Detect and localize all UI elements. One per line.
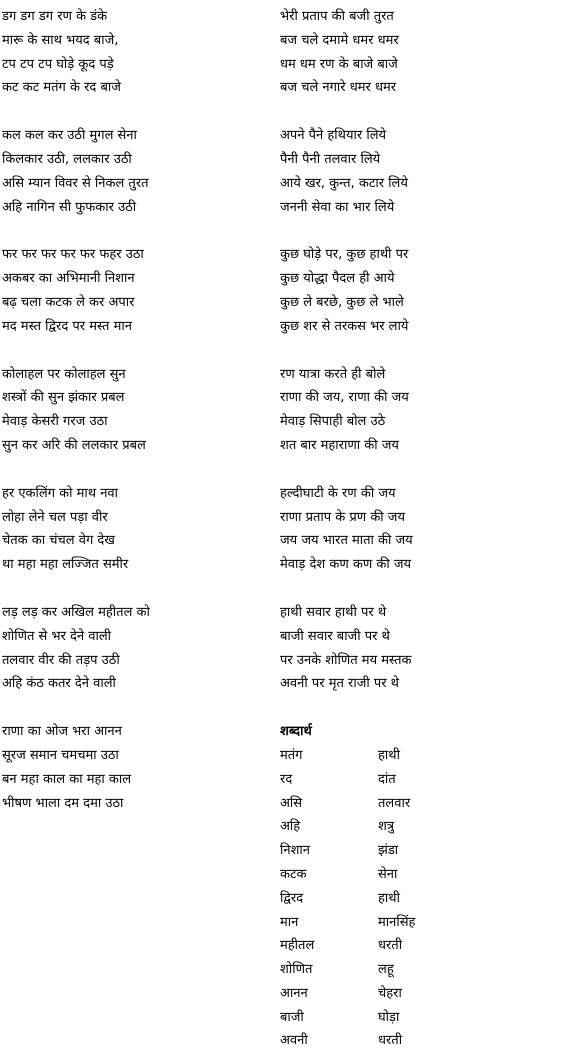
glossary: [280, 720, 575, 1053]
poem-line: राणा प्रताप के प्रण की जय: [280, 509, 405, 525]
poem-line: बाजी सवार बाजी पर थे: [280, 628, 390, 644]
glossary-word: मतंग: [280, 747, 303, 763]
poem-line: सूरज समान चमचमा उठा: [2, 747, 119, 763]
poem-line: सुन कर अरि की ललकार प्रबल: [2, 437, 146, 453]
poem-line: कुछ ले बरछे, कुछ ले भाले: [280, 294, 404, 310]
poem-line: तलवार वीर की तड़प उठी: [2, 652, 120, 668]
poem-line: भीषण भाला दम दमा उठा: [2, 795, 124, 811]
poem-line: राणा की जय, राणा की जय: [280, 390, 409, 406]
poem-line: था महा महा लज्जित समीर: [2, 557, 129, 573]
glossary-row: [280, 958, 575, 982]
glossary-word: कटक: [280, 866, 307, 882]
poem-line: अहि नागिन सी फुफकार उठी: [2, 199, 137, 215]
poem-line: कोलाहल पर कोलाहल सुन: [2, 366, 126, 382]
glossary-word: बाजी: [280, 1009, 304, 1025]
poem-line: किलकार उठी, ललकार उठी: [2, 151, 132, 167]
stanza: [2, 601, 272, 696]
poem-line: अवनी पर मृत राजी पर थे: [280, 676, 399, 692]
poem-line: मेवाड़ देश कण कण की जय: [280, 557, 412, 573]
glossary-meaning: लहू: [378, 962, 394, 978]
poem-line: शोणित से भर देने वाली: [2, 628, 112, 644]
glossary-meaning: धरती: [378, 1033, 403, 1049]
poem-line: चेतक का चंचल वेग देख: [2, 533, 115, 549]
stanza: [2, 363, 272, 458]
left-column: [2, 5, 272, 839]
stanza: [280, 363, 575, 458]
glossary-meaning: धरती: [378, 938, 403, 954]
glossary-word: निशान: [280, 843, 311, 859]
glossary-word: आनन: [280, 985, 308, 1001]
poem-line: पर उनके शोणित मय मस्तक: [280, 652, 412, 668]
stanza: [2, 5, 272, 100]
poem-line: अहि कंठ कतर देने वाली: [2, 676, 116, 692]
stanza: [280, 601, 575, 696]
poem-line: शत बार महाराणा की जय: [280, 437, 399, 453]
glossary-meaning: दांत: [378, 771, 396, 787]
glossary-row: [280, 1006, 575, 1030]
poem-line: बढ़ चला कटक ले कर अपार: [2, 294, 135, 310]
glossary-meaning: मानसिंह: [378, 914, 416, 930]
glossary-row: [280, 792, 575, 816]
glossary-meaning: हाथी: [378, 890, 400, 906]
poem-line: मद मस्त द्विरद पर मस्त मान: [2, 318, 132, 334]
poem-line: अपने पैने हथियार लिये: [280, 128, 387, 144]
poem-line: मारू के साथ भयद बाजे,: [2, 32, 119, 48]
glossary-word: द्विरद: [280, 890, 304, 906]
glossary-meaning: शत्रु: [378, 819, 395, 835]
poem-line: धम धम रण के बाजे बाजे: [280, 56, 398, 72]
glossary-meaning: चेहरा: [378, 985, 402, 1001]
poem-line: कुछ योद्धा पैदल ही आये: [280, 271, 395, 287]
glossary-row: [280, 815, 575, 839]
poem-line: हाथी सवार हाथी पर थे: [280, 604, 387, 620]
poem-line: मेवाड़ केसरी गरज उठा: [2, 414, 108, 430]
poem-line: आये खर, कुन्त, कटार लिये: [280, 175, 408, 191]
stanza: [280, 124, 575, 219]
stanza: [280, 482, 575, 577]
poem-line: जय जय भारत माता की जय: [280, 533, 413, 549]
poem-line: टप टप टप घोड़े कूद पड़े: [2, 56, 114, 72]
glossary-row: [280, 863, 575, 887]
stanza: [280, 243, 575, 338]
glossary-row: [280, 934, 575, 958]
poem-line: बन महा काल का महा काल: [2, 771, 132, 787]
poem-line: कुछ घोड़े पर, कुछ हाथी पर: [280, 247, 409, 263]
poem-line: डग डग डग रण के डंके: [2, 9, 108, 24]
poem-line: कल कल कर उठी मुगल सेना: [2, 128, 137, 144]
glossary-word: महीतल: [280, 938, 315, 954]
stanza: [2, 243, 272, 338]
glossary-meaning: घोड़ा: [378, 1009, 400, 1025]
glossary-meaning: तलवार: [378, 795, 411, 811]
glossary-meaning: हाथी: [378, 747, 400, 763]
poem-line: राणा का ओज भरा आनन: [2, 724, 122, 740]
glossary-row: [280, 744, 575, 768]
poem-line: असि म्यान विवर से निकल तुरत: [2, 175, 149, 191]
stanza: [280, 5, 575, 100]
glossary-title: शब्दार्थ: [280, 724, 312, 740]
poem-line: अकबर का अभिमानी निशान: [2, 271, 135, 287]
glossary-word: असि: [280, 795, 303, 811]
poem-line: रण यात्रा करते ही बोले: [280, 366, 386, 382]
glossary-word: अहि: [280, 819, 301, 835]
poem-line: फर फर फर फर फर फहर उठा: [2, 247, 144, 263]
glossary-meaning: सेना: [378, 866, 398, 882]
glossary-row: [280, 768, 575, 792]
glossary-row: [280, 911, 575, 935]
poem-line: पैनी पैनी तलवार लिये: [280, 151, 381, 167]
poem-line: शस्त्रों की सुन झंकार प्रबल: [2, 390, 125, 406]
stanza: [2, 124, 272, 219]
stanza: [2, 482, 272, 577]
poem-line: जननी सेवा का भार लिये: [280, 199, 395, 215]
glossary-word: शोणित: [280, 962, 313, 978]
glossary-row: [280, 982, 575, 1006]
stanza: [2, 720, 272, 815]
glossary-word: मान: [280, 914, 299, 930]
glossary-row: [280, 839, 575, 863]
poem-line: बज चले नगारे धमर धमर: [280, 80, 397, 96]
poem-line: हर एकलिंग को माथ नवा: [2, 485, 119, 501]
poem-line: लड़ लड़ कर अखिल महीतल को: [2, 604, 150, 620]
poem-line: लोहा लेने चल पड़ा वीर: [2, 509, 108, 525]
glossary-row: [280, 887, 575, 911]
poem-line: कुछ शर से तरकस भर लाये: [280, 318, 409, 334]
poem-line: बज चले दमामे धमर धमर: [280, 32, 399, 48]
poem-line: भेरी प्रताप की बजी तुरत: [280, 9, 394, 24]
poem-line: हल्दीघाटी के रण की जय: [280, 485, 396, 501]
glossary-word: रद: [280, 771, 293, 787]
right-column: [280, 5, 575, 1053]
poem-line: कट कट मतंग के रद बाजे: [2, 80, 121, 96]
glossary-meaning: झंडा: [378, 843, 399, 859]
glossary-word: अवनी: [280, 1033, 308, 1049]
poem-line: मेवाड़ सिपाही बोल उठे: [280, 414, 386, 430]
glossary-row: [280, 1029, 575, 1053]
